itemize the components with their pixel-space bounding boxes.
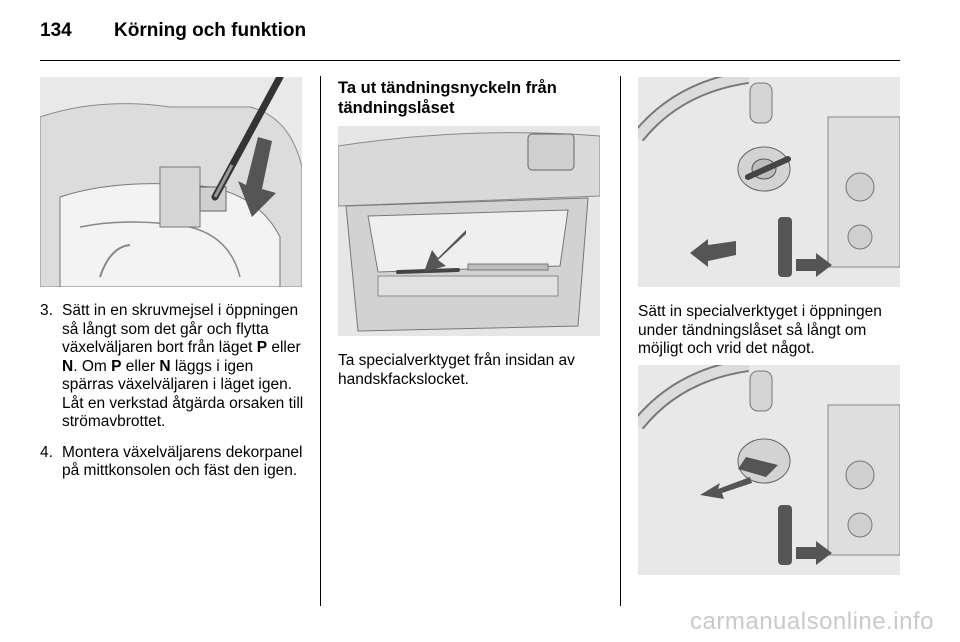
instruction-steps [40,302,308,493]
page-header [40,20,306,46]
page-title: Körning och funktion [114,20,307,41]
list-item [40,302,308,432]
step-number: 3. [40,302,53,319]
step-text: Sätt in en skruvmejsel i öppningen så långt som det går och flytta växelväljaren bort från läget P eller N. Om P eller N läggs i igen spärras växelväljaren i läget igen. Låt en verkstad åtgärda orsaken till strömavbrottet. [62,302,304,430]
step-text: Montera växelväljarens dekorpanel på mittkonsolen och fäst den igen. [62,443,303,479]
step-number: 4. [40,443,53,461]
column-divider-right [620,76,621,606]
column-divider-left [320,76,321,606]
figure-insert-special-tool [638,77,900,287]
insert-tool-instruction: Sätt in specialverktyget i öppningen under tändningslåset så långt om möjligt och vrid det något. [638,303,882,357]
glovebox-instruction: Ta specialverktyget från insidan av handskfackslocket. [338,352,575,388]
page-number: 134 [40,20,72,41]
list-item [40,444,308,481]
watermark: carmanualsonline.info [690,608,934,635]
section-heading: Ta ut tändningsnyckeln från tändningslåset [338,79,557,117]
figure-gear-selector-screwdriver [40,77,302,287]
figure-glovebox-tool [338,126,600,336]
figure-turn-special-tool [638,365,900,575]
header-divider [40,60,900,61]
